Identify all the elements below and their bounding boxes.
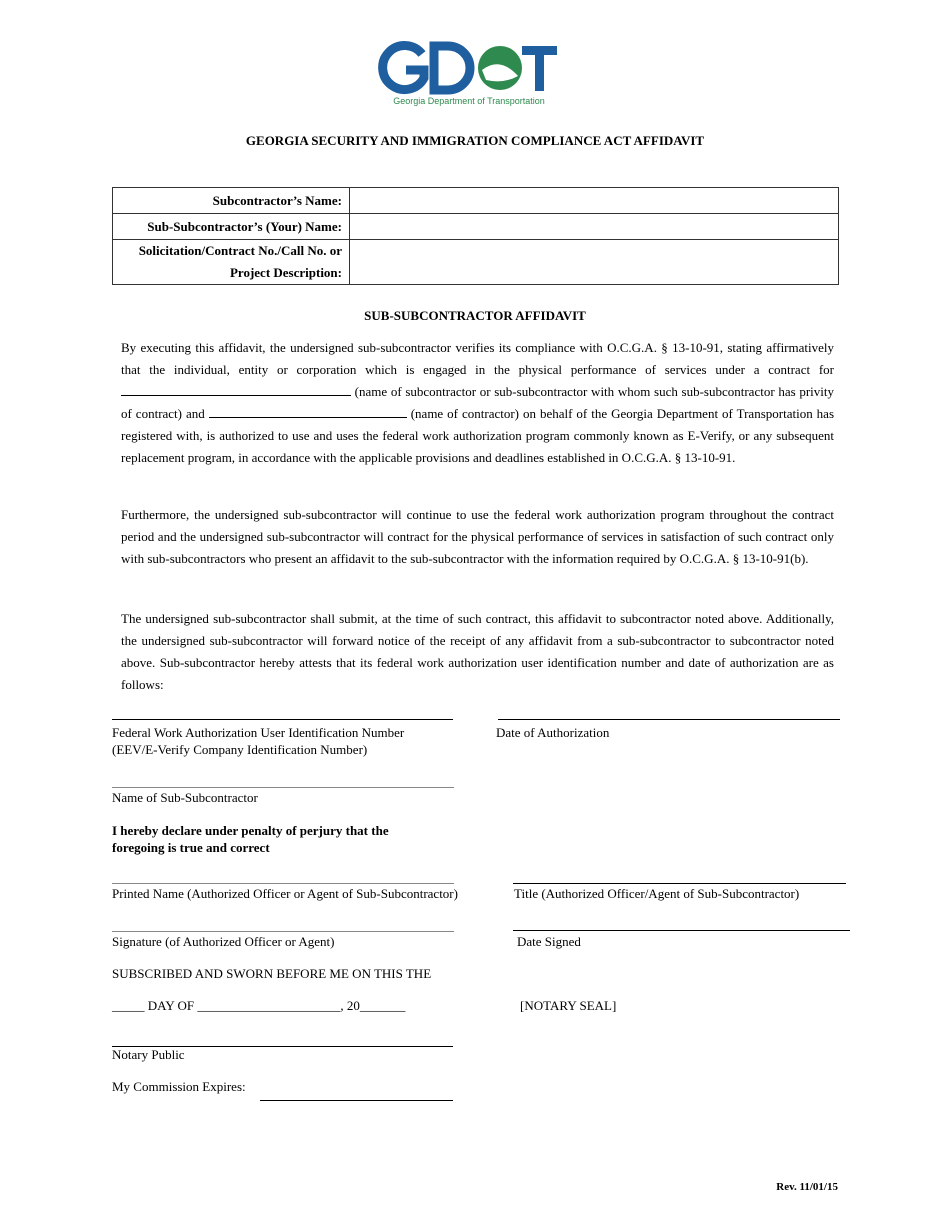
- affidavit-paragraph-2: Furthermore, the undersigned sub-subcontractor will continue to use the federal work authorization program throughout the contract period and the undersigned sub-subcontractor will contract for the physical performance of services in satisfaction of such contract only with sub-subcontractors who present an affidavit to the sub-subcontractor with the information required by O.C.G.A. § 13-10-91(b).: [121, 507, 834, 566]
- commission-expires-label: My Commission Expires:: [112, 1079, 246, 1094]
- sub-subcontractor-name-line[interactable]: [112, 787, 454, 788]
- declaration-line2: foregoing is true and correct: [112, 840, 270, 855]
- subcontractor-name-field[interactable]: [350, 188, 839, 214]
- fwa-number-line[interactable]: [112, 719, 453, 720]
- notary-seal-placeholder: [NOTARY SEAL]: [520, 998, 617, 1013]
- date-signed-caption: Date Signed: [517, 934, 581, 949]
- printed-name-caption: Printed Name (Authorized Officer or Agent of Sub-Subcontractor): [112, 886, 458, 901]
- affidavit-paragraph-3: The undersigned sub-subcontractor shall submit, at the time of such contract, this affidavit to subcontractor noted above. Additionally, the undersigned sub-subcontractor will forward notice of the receipt of any affidavit from a sub-subcontractor to subcontractor noted above. Sub-subcontractor hereby attests that its federal work authorization user identification number and date of authorization are as follows:: [121, 611, 834, 692]
- gdot-logo-mark: [378, 40, 560, 110]
- date-signed-line[interactable]: [513, 930, 850, 931]
- signature-line[interactable]: [112, 931, 454, 932]
- contractor-name-blank[interactable]: [209, 405, 407, 418]
- fwa-number-label-line1: Federal Work Authorization User Identification Number: [112, 725, 405, 740]
- header-table: [112, 187, 839, 285]
- sub-subcontractor-name-field[interactable]: [350, 214, 839, 240]
- paragraph-1-part-2: (name of subcontractor or sub-subcontractor with whom such sub-subcontractor has privity of contract) and: [121, 384, 834, 421]
- printed-name-line[interactable]: [112, 883, 454, 884]
- solicitation-label: [113, 240, 350, 285]
- title-caption: Title (Authorized Officer/Agent of Sub-Subcontractor): [514, 886, 800, 901]
- paragraph-1-part-3: (name of contractor) on behalf of the Georgia Department of Transportation has registered with, is authorized to use and uses the federal work authorization program commonly known as E-Verify, or any subsequent replacement program, in accordance with the applicable provisions and deadlines established in O.C.G.A. § 13-10-91.: [121, 406, 834, 465]
- fwa-number-label-line2: (EEV/E-Verify Company Identification Number): [112, 742, 368, 757]
- subscribed-sworn-text: SUBSCRIBED AND SWORN BEFORE ME ON THIS THE: [112, 966, 432, 981]
- document-title: GEORGIA SECURITY AND IMMIGRATION COMPLIANCE ACT AFFIDAVIT: [245, 133, 705, 148]
- revision-date: Rev. 11/01/15: [776, 1181, 838, 1193]
- solicitation-field[interactable]: [350, 240, 839, 285]
- paragraph-1-part-1: By executing this affidavit, the undersigned sub-subcontractor verifies its compliance with O.C.G.A. § 13-10-91, stating affirmatively that the individual, entity or corporation which is engaged in the physical performance of services under a contract for: [121, 340, 834, 377]
- solicitation-label-line1: Solicitation/Contract No./Call No. or: [138, 243, 342, 258]
- date-of-authorization-line[interactable]: [498, 719, 840, 720]
- sub-subcontractor-name-label: Sub-Subcontractor’s (Your) Name:: [113, 214, 350, 240]
- section-title: SUB-SUBCONTRACTOR AFFIDAVIT: [364, 308, 586, 323]
- perjury-declaration: [112, 822, 389, 856]
- gdot-logo: [378, 40, 560, 110]
- signature-caption: Signature (of Authorized Officer or Agent): [112, 934, 335, 949]
- notary-public-caption: Notary Public: [112, 1047, 185, 1062]
- date-of-authorization-label: Date of Authorization: [496, 725, 610, 740]
- fwa-number-label: [112, 724, 404, 758]
- logo-subtitle: Georgia Department of Transportation: [393, 96, 545, 106]
- subcontractor-name-blank[interactable]: [121, 383, 351, 396]
- title-line[interactable]: [513, 883, 846, 884]
- notary-day-line[interactable]: _____ DAY OF ______________________, 20_______: [112, 998, 406, 1013]
- subcontractor-name-label: Subcontractor’s Name:: [113, 188, 350, 214]
- commission-expires-line[interactable]: [260, 1100, 453, 1101]
- sub-subcontractor-name-caption: Name of Sub-Subcontractor: [112, 790, 258, 805]
- solicitation-label-line2: Project Description:: [229, 265, 342, 280]
- affidavit-paragraph-1: [121, 337, 834, 469]
- declaration-line1: I hereby declare under penalty of perjury that the: [112, 823, 389, 838]
